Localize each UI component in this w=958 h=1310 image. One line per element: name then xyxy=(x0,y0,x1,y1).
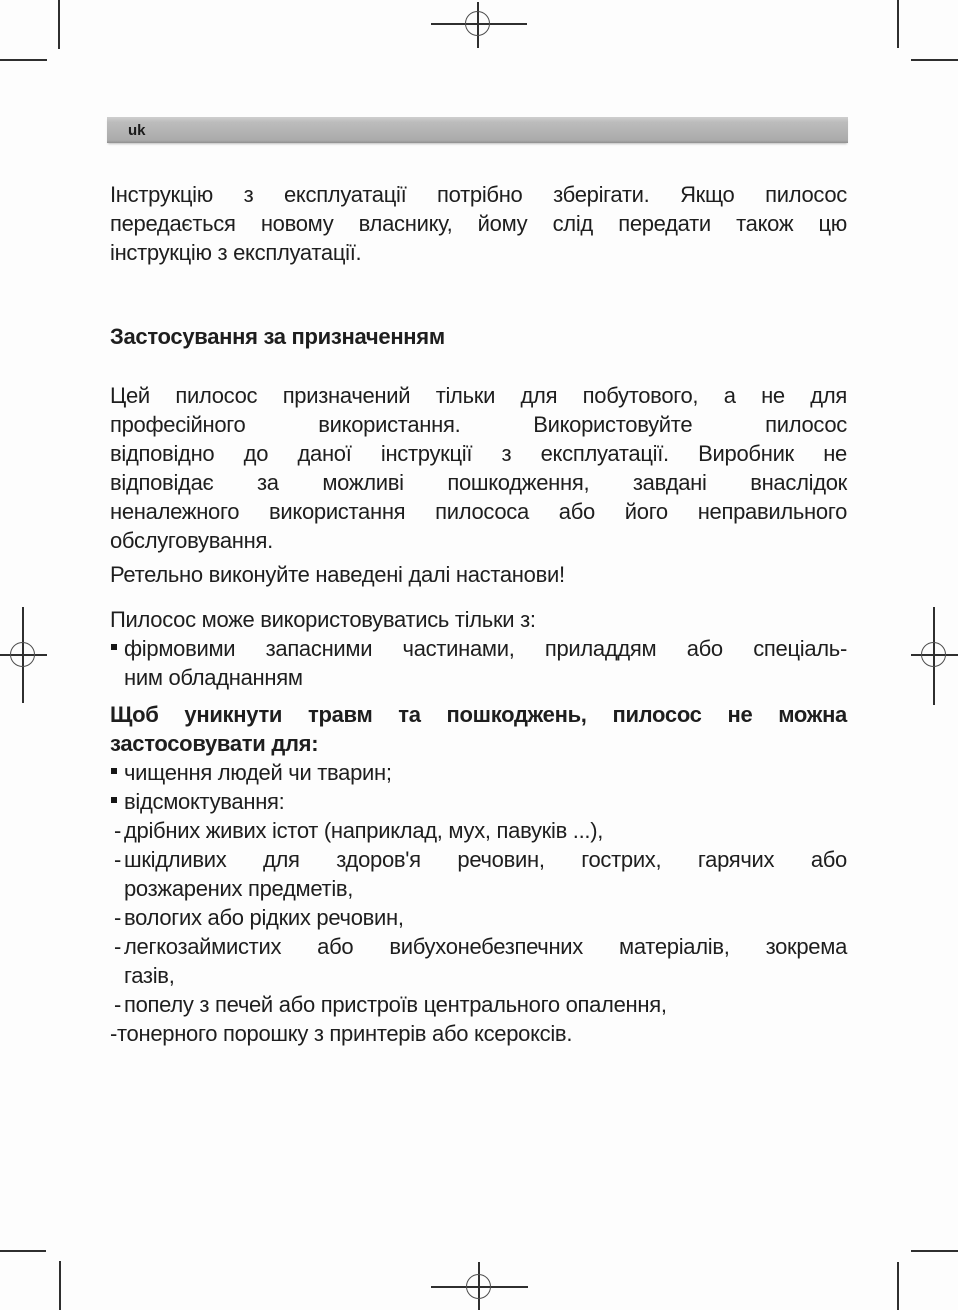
text-line: Застосування за призначенням xyxy=(110,324,445,349)
text-line: ним обладнанням xyxy=(124,665,303,690)
crop-mark-bottom-left-horizontal xyxy=(0,1250,46,1252)
text-line: газів, xyxy=(124,963,175,988)
text-line: вологих або рідких речовин, xyxy=(124,905,404,930)
text-line: Ретельно виконуйте наведені далі настанови! xyxy=(110,562,565,587)
crop-mark-bottom-right-vertical xyxy=(897,1262,899,1310)
content-blocks xyxy=(110,143,847,1048)
dash-list-item xyxy=(110,932,847,990)
text-line: професійного використання. Використовуйте пилосос xyxy=(110,412,847,437)
language-tab-label: uk xyxy=(128,121,146,139)
text-line: попелу з печей або пристроїв центрального опалення, xyxy=(124,992,667,1017)
crop-mark-top-left-horizontal xyxy=(0,59,47,61)
dash-marker: - xyxy=(114,992,122,1017)
dash-marker: - xyxy=(114,934,122,959)
text-line: відсмоктування: xyxy=(124,789,285,814)
dash-list-item xyxy=(110,816,847,845)
bullet-list-item xyxy=(110,758,847,787)
text-line: чищення людей чи тварин; xyxy=(124,760,392,785)
dash-marker: - xyxy=(114,905,122,930)
bullet-square-icon xyxy=(111,797,117,803)
section-heading xyxy=(110,322,847,351)
text-line: шкідливих для здоров'я речовин, гострих, гарячих або xyxy=(124,847,847,872)
bold-paragraph xyxy=(110,700,847,758)
registration-mark-bottom-circle-icon xyxy=(466,1274,491,1299)
dash-marker: - xyxy=(114,847,122,872)
text-line: відповідно до даної інструкції з експлуатації. Виробник не xyxy=(110,441,847,466)
paragraph xyxy=(110,180,847,267)
crop-mark-bottom-left-vertical xyxy=(59,1261,61,1310)
bullet-list-item xyxy=(110,787,847,816)
text-line: неналежного використання пилососа або його неправильного xyxy=(110,499,847,524)
bullet-square-icon xyxy=(111,768,117,774)
dash-list-item xyxy=(110,903,847,932)
text-line: Цей пилосос призначений тільки для побутового, а не для xyxy=(110,383,847,408)
dash-marker: - xyxy=(114,818,122,843)
text-line: дрібних живих істот (наприклад, мух, павуків ...), xyxy=(124,818,604,843)
text-line: Пилосос може використовуватись тільки з: xyxy=(110,607,536,632)
registration-mark-top-circle-icon xyxy=(465,11,490,36)
text-line: застосовувати для: xyxy=(110,731,319,756)
language-header-bar xyxy=(107,117,848,143)
text-line: обслуговування. xyxy=(110,528,273,553)
dash-list-item xyxy=(110,990,847,1019)
dash-list-item xyxy=(110,1019,847,1048)
paragraph xyxy=(110,381,847,555)
text-line: розжарених предметів, xyxy=(124,876,354,901)
crop-mark-bottom-right-horizontal xyxy=(911,1250,958,1252)
registration-mark-left-circle-icon xyxy=(10,642,35,667)
text-line: фірмовими запасними частинами, приладдям або спеціаль- xyxy=(124,636,847,661)
dash-list-item xyxy=(110,845,847,903)
bullet-square-icon xyxy=(111,644,117,650)
paragraph xyxy=(110,560,847,589)
crop-mark-top-left-vertical xyxy=(58,0,60,49)
text-line: Щоб уникнути травм та пошкоджень, пилосос не можна xyxy=(110,702,847,727)
text-line: -тонерного порошку з принтерів або ксероксів. xyxy=(110,1021,573,1046)
bullet-list-item xyxy=(110,634,847,692)
text-line: легкозаймистих або вибухонебезпечних матеріалів, зокрема xyxy=(124,934,847,959)
text-line: передається новому власнику, йому слід передати також цю xyxy=(110,211,847,236)
crop-mark-top-right-vertical xyxy=(897,0,899,48)
text-line: Інструкцію з експлуатації потрібно зберігати. Якщо пилосос xyxy=(110,182,847,207)
text-line: інструкцію з експлуатації. xyxy=(110,240,362,265)
paragraph xyxy=(110,605,847,634)
registration-mark-right-circle-icon xyxy=(921,642,946,667)
crop-mark-top-right-horizontal xyxy=(911,59,958,61)
text-line: відповідає за можливі пошкодження, завдані внаслідок xyxy=(110,470,847,495)
